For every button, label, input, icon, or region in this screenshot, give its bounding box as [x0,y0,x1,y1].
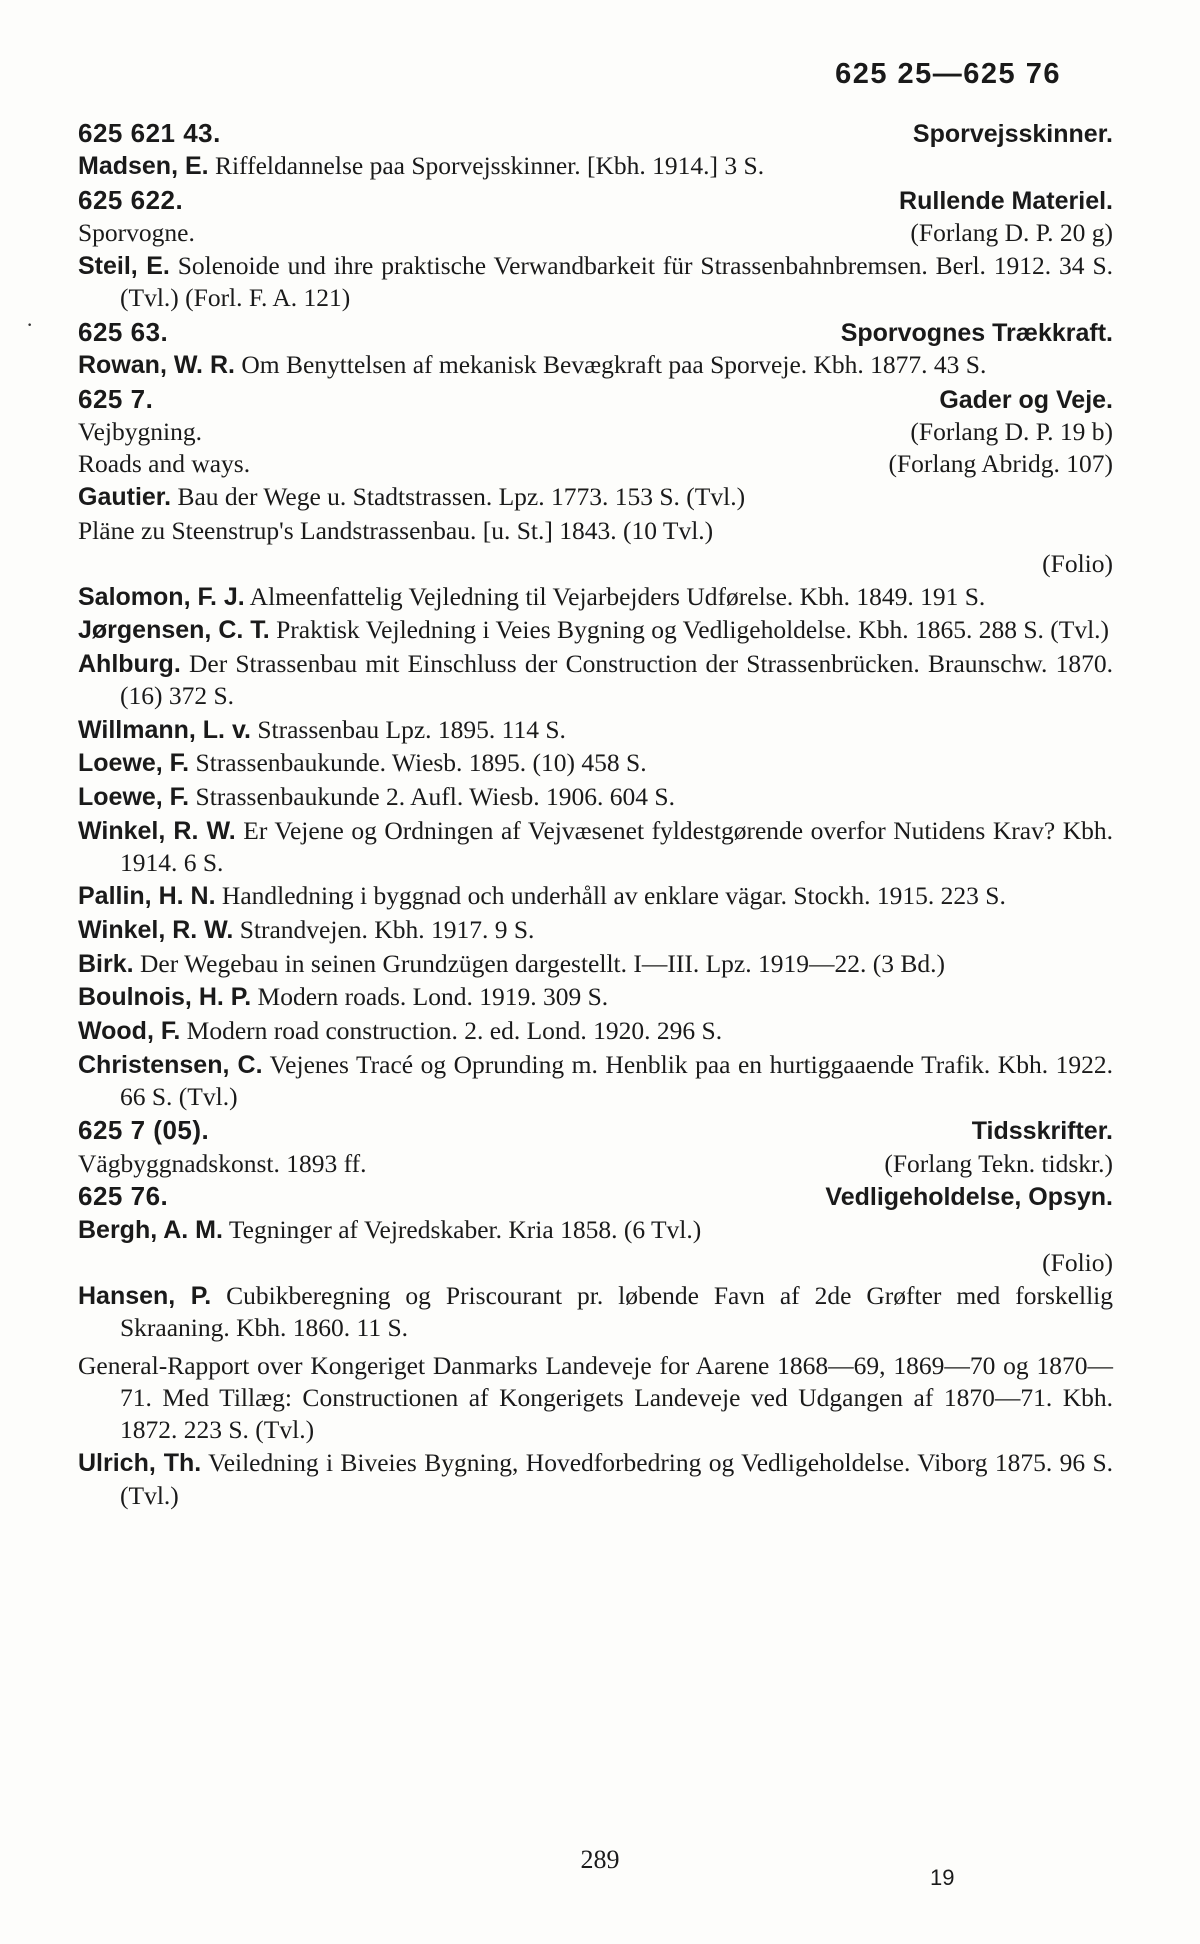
entry-author: Ahlburg. [78,649,181,678]
subject-reference-vejbygning [78,416,1113,449]
entry-author: Winkel, R. W. [78,916,234,944]
section-heading-625-76 [78,1180,1113,1213]
entry-author: Hansen, P. [78,1281,212,1310]
bibliography-entry [78,1214,1113,1247]
entry-author: Gautier. [78,483,172,511]
entry-text: Der Wegebau in seinen Grundzügen dargestellt. I—III. Lpz. 1919—22. (3 Bd.) [133,948,945,978]
order-note: (Forlang D. P. 20 g) [910,218,1113,248]
entry-author: Rowan, W. R. [78,350,235,379]
bibliography-entry [78,948,1113,981]
running-head: 625 25—625 76 [835,58,1061,90]
bibliography-entry [78,1280,1113,1345]
section-title: Rullende Materiel. [899,186,1113,215]
section-heading-625-7-05 [78,1114,1113,1147]
subject-reference-vagbyggnadskonst [78,1148,1113,1181]
entry-author: Ulrich, Th. [78,1449,202,1478]
entry-author: Winkel, R. W. [78,816,236,845]
section-number: 625 621 43. [78,118,221,148]
bibliography-entry [78,914,1113,947]
bibliography-entry [78,815,1113,880]
section-number: 625 63. [78,316,169,347]
section-title: Sporvognes Trækkraft. [840,318,1113,347]
subject-reference-sporvogne [78,217,1113,250]
entry-text: Bau der Wege u. Stadtstrassen. Lpz. 1773. 153 S. (Tvl.) [171,482,746,511]
bibliography-entry [78,981,1113,1014]
entry-text: Der Strassenbau mit Einschluss der Construction der Strassenbrücken. Braunschw. 1870. (16) 372 S. [120,648,1113,711]
subject-label: Roads and ways. [78,449,251,479]
section-number: 625 622. [78,184,184,215]
entry-author: Loewe, F. [78,782,190,811]
entry-text: Riffeldannelse paa Sporvejsskinner. [Kbh. 1914.] 3 S. [208,151,765,181]
bibliography-entry [78,349,1113,382]
bibliography-entry [78,250,1113,315]
signature-mark: 19 [930,1865,955,1890]
entry-text: Handledning i byggnad och underhåll av enklare vägar. Stockh. 1915. 223 S. [215,881,1006,911]
section-heading-625-63 [78,316,1113,349]
entry-author: Madsen, E. [78,152,209,181]
entry-text: Strassenbau Lpz. 1895. 114 S. [250,714,566,744]
entry-author: Birk. [78,949,134,978]
entry-author: Salomon, F. J. [78,582,245,611]
entry-text: Solenoide und ihre praktische Verwandbarkeit für Strassenbahnbremsen. Berl. 1912. 34 S. (Tvl.) (Forl. F. A. 121) [120,250,1114,313]
page-number: 289 [580,1845,620,1874]
subject-label: Vägbyggnadskonst. 1893 ff. [78,1148,367,1178]
section-number: 625 7 (05). [78,1115,210,1146]
bibliography-entry [78,150,1113,183]
bibliography-entry [78,747,1113,780]
page-content [78,58,1113,1513]
section-number: 625 76. [78,1181,169,1212]
order-note: (Forlang D. P. 19 b) [910,416,1113,446]
entry-author: Pallin, H. N. [78,882,216,911]
entry-author: Christensen, C. [78,1050,263,1079]
bibliography-entry [78,581,1113,614]
entry-text: General-Rapport over Kongeriget Danmarks Landeveje for Aarene 1868—69, 1869—70 og 1870—71. Med Tillæg: Constructionen af Kongerigets Landeveje ved Udgangen af 1870—71. Kbh. 1872. 223 S. (Tvl.) [78,1350,1113,1445]
entry-text: Modern road construction. 2. ed. Lond. 1920. 296 S. [180,1015,723,1045]
entry-author: Jørgensen, C. T. [78,616,270,645]
bibliography-entry [78,714,1113,747]
subject-reference-roads-and-ways [78,448,1113,481]
entry-text: Er Vejene og Ordningen af Vejvæsenet fyldestgørende overfor Nutidens Krav? Kbh. 1914. 6 S. [120,815,1113,878]
entry-text: Praktisk Vejledning i Veies Bygning og Vedligeholdelse. Kbh. 1865. 288 S. (Tvl.) [269,615,1110,645]
entry-author: Bergh, A. M. [78,1215,223,1244]
section-title: Tidsskrifter. [971,1117,1113,1146]
bibliography-entry [78,614,1113,647]
entry-text: Om Benyttelsen af mekanisk Bevægkraft paa Sporveje. Kbh. 1877. 43 S. [234,349,987,379]
subject-label: Vejbygning. [78,416,202,446]
entry-author: Boulnois, H. P. [78,983,252,1012]
entry-author: Willmann, L. v. [78,715,251,744]
bibliography-entry [78,781,1113,814]
section-title: Gader og Veje. [939,385,1113,414]
bibliography-entry [78,1350,1113,1447]
section-title: Sporvejsskinner. [912,120,1113,148]
bibliography-entry [78,1447,1113,1512]
entry-text: Vejenes Tracé og Oprunding m. Henblik paa en hurtiggaaende Trafik. Kbh. 1922. 66 S. (Tvl.) [120,1049,1113,1112]
section-heading-625-622 [78,184,1113,217]
bibliography-entry [78,515,1113,547]
section-heading-625-621-43 [78,117,1113,150]
entry-text: Modern roads. Lond. 1919. 309 S. [251,982,609,1012]
bibliography-entry [78,481,1113,514]
entry-author: Loewe, F. [78,749,190,778]
section-title: Vedligeholdelse, Opsyn. [825,1183,1113,1212]
entry-text: Strandvejen. Kbh. 1917. 9 S. [233,915,535,944]
order-note: (Forlang Tekn. tidskr.) [884,1148,1113,1178]
format-note: (Folio) [1042,548,1113,578]
bibliography-entry [78,1015,1113,1048]
bibliography-entry [78,1049,1113,1114]
entry-text: Strassenbaukunde. Wiesb. 1895. (10) 458 S. [189,748,647,778]
section-heading-625-7 [78,383,1113,416]
bibliography-entry [78,648,1113,713]
entry-author: Steil, E. [78,251,170,280]
order-note: (Forlang Abridg. 107) [888,449,1113,479]
entry-text: Pläne zu Steenstrup's Landstrassenbau. [u. St.] 1843. (10 Tvl.) [78,515,714,545]
entry-text: Tegninger af Vejredskaber. Kria 1858. (6 Tvl.) [222,1214,702,1244]
subject-label: Sporvogne. [78,218,195,248]
format-note: (Folio) [1042,1248,1113,1278]
entry-text: Veiledning i Biveies Bygning, Hovedforbedring og Vedligeholdelse. Viborg 1875. 96 S. (Tvl.) [120,1448,1114,1510]
margin-dot: · [26,312,34,337]
entry-author: Wood, F. [78,1016,181,1045]
entry-text: Almeenfattelig Vejledning til Vejarbejders Udførelse. Kbh. 1849. 191 S. [244,581,986,611]
bibliography-entry [78,880,1113,913]
entry-text: Cubikberegning og Priscourant pr. løbende Favn af 2de Grøfter med forskellig Skraaning. Kbh. 1860. 11 S. [120,1280,1113,1343]
section-number: 625 7. [78,383,154,414]
entry-text: Strassenbaukunde 2. Aufl. Wiesb. 1906. 604 S. [189,781,675,811]
